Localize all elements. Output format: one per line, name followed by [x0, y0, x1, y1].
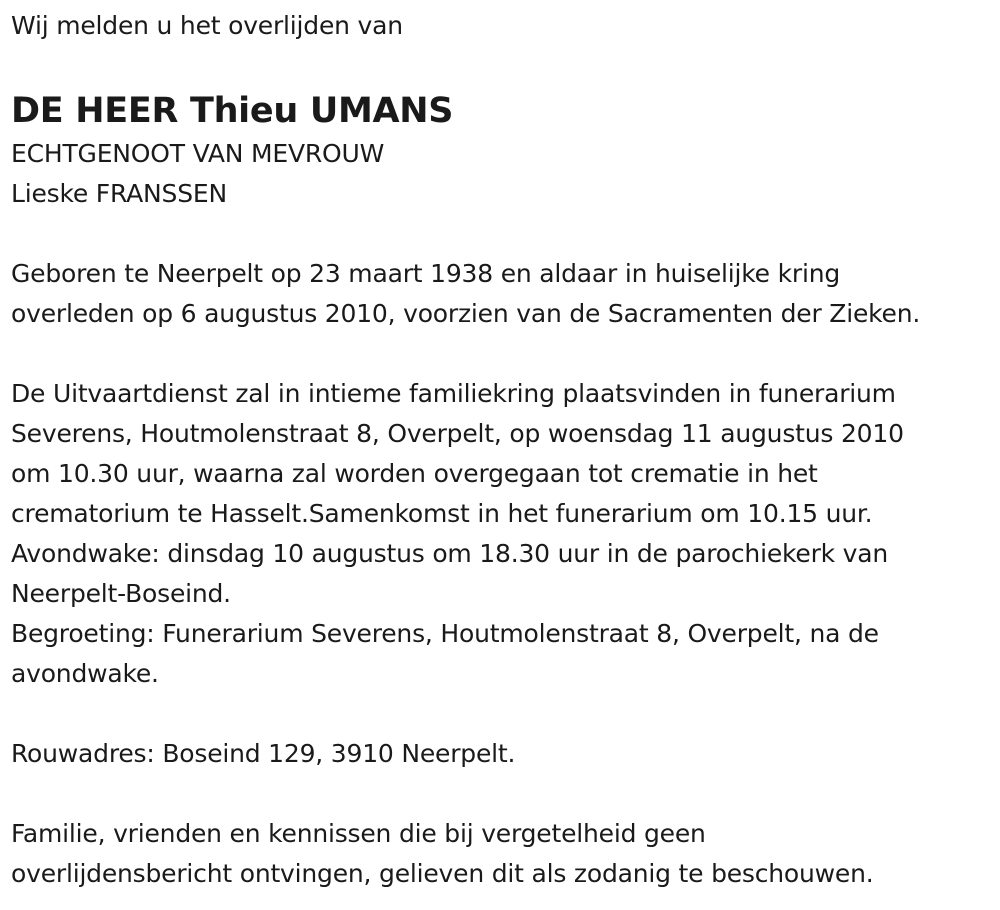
spouse-line: ECHTGENOOT VAN MEVROUW — [11, 139, 385, 168]
intro-text: Wij melden u het overlijden van — [11, 11, 403, 40]
paragraph-line: Rouwadres: Boseind 129, 3910 Neerpelt. — [11, 739, 516, 768]
birth-death-paragraph — [11, 254, 1000, 334]
paragraph-line: Neerpelt-Boseind. — [11, 579, 231, 608]
paragraph-line: Familie, vrienden en kennissen die bij vergetelheid geen — [11, 819, 706, 848]
paragraph-line: overleden op 6 augustus 2010, voorzien van de Sacramenten der Zieken. — [11, 299, 921, 328]
spouse-line: Lieske FRANSSEN — [11, 179, 227, 208]
closing-paragraph — [11, 814, 1000, 894]
paragraph-line: crematorium te Hasselt.Samenkomst in het funerarium om 10.15 uur. — [11, 499, 873, 528]
paragraph-line: om 10.30 uur, waarna zal worden overgegaan tot crematie in het — [11, 459, 818, 488]
paragraph-line: Geboren te Neerpelt op 23 maart 1938 en aldaar in huiselijke kring — [11, 259, 841, 288]
deceased-name: DE HEER Thieu UMANS — [11, 91, 454, 131]
paragraph-gap — [11, 214, 1000, 254]
spouse-block — [11, 134, 1000, 214]
paragraph-gap — [11, 694, 1000, 734]
paragraph-line: overlijdensbericht ontvingen, gelieven dit als zodanig te beschouwen. — [11, 859, 874, 888]
paragraph-line: De Uitvaartdienst zal in intieme familiekring plaatsvinden in funerarium — [11, 379, 896, 408]
paragraph-line: avondwake. — [11, 659, 159, 688]
paragraph-line: Severens, Houtmolenstraat 8, Overpelt, op woensdag 11 augustus 2010 — [11, 419, 904, 448]
address-paragraph — [11, 734, 1000, 774]
paragraph-line: Avondwake: dinsdag 10 augustus om 18.30 uur in de parochiekerk van — [11, 539, 889, 568]
paragraph-gap — [11, 774, 1000, 814]
paragraph-line: Begroeting: Funerarium Severens, Houtmolenstraat 8, Overpelt, na de — [11, 619, 879, 648]
paragraph-gap — [11, 334, 1000, 374]
ceremony-paragraph — [11, 374, 1000, 694]
